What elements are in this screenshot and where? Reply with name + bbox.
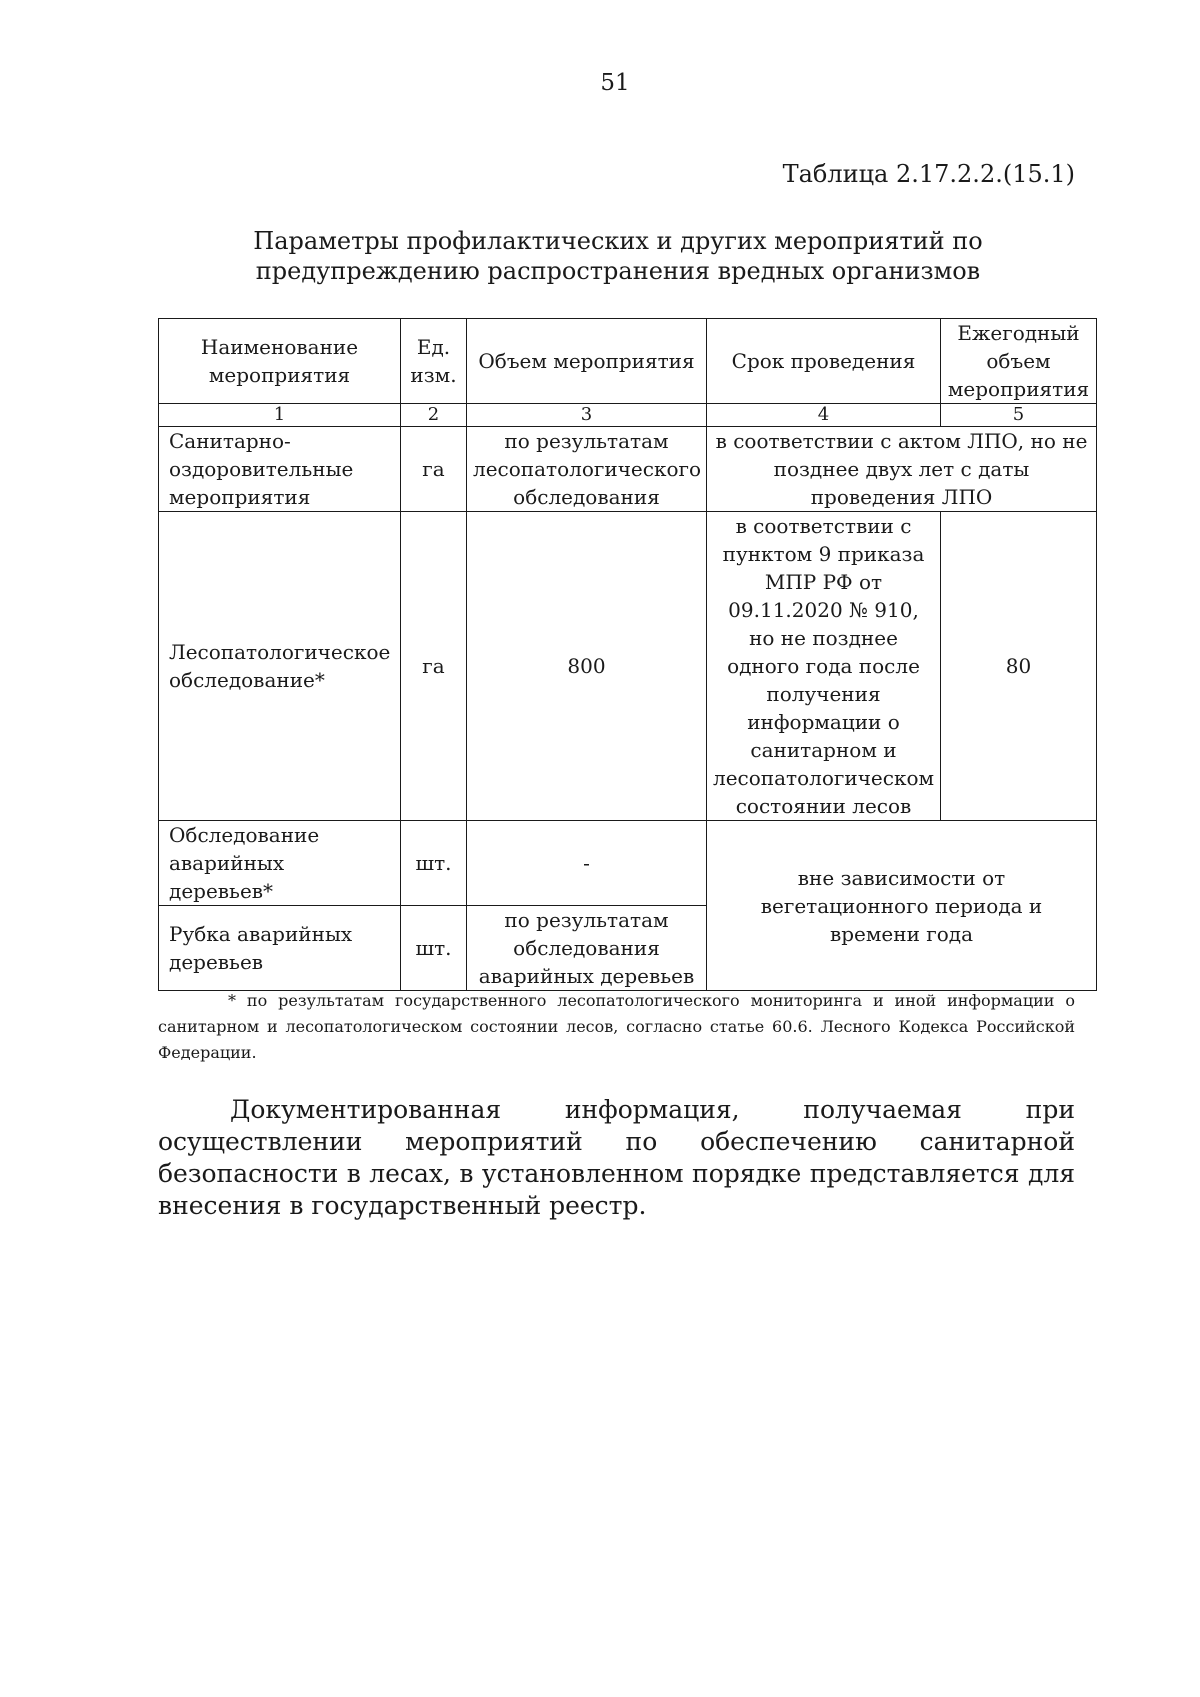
row-annual-cell: 80	[941, 512, 1097, 821]
column-number: 2	[401, 404, 467, 427]
row-name-cell: Санитарно-оздоровительные мероприятия	[159, 427, 401, 512]
table-footnote: * по результатам государственного лесопатологического мониторинга и иной информации о санитарном и лесопатологическом состоянии лесов, согласно статье 60.6. Лесного Кодекса Российской Федерации.	[158, 991, 1075, 1062]
table-header-row	[159, 319, 1097, 404]
table-row	[159, 821, 1097, 906]
row-volume-cell: по результатам лесопатологического обследования	[467, 427, 707, 512]
row-name-cell: Рубка аварийных деревьев	[159, 906, 401, 991]
header-cell-annual: Ежегодный объем мероприятия	[941, 319, 1097, 404]
row-unit-cell: шт.	[401, 906, 467, 991]
row-unit-cell: шт.	[401, 821, 467, 906]
merged-term-cell: вне зависимости от вегетационного периода и времени года	[707, 821, 1097, 991]
row-volume-cell: -	[467, 821, 707, 906]
row-volume-cell: по результатам обследования аварийных деревьев	[467, 906, 707, 991]
page-number: 51	[600, 70, 630, 96]
row-term-cell: в соответствии с актом ЛПО, но не позднее двух лет с даты проведения ЛПО	[707, 427, 1097, 512]
table-caption: Параметры профилактических и других мероприятий по предупреждению распространения вредных организмов	[253, 227, 983, 285]
column-number: 3	[467, 404, 707, 427]
row-name-cell: Обследование аварийных деревьев*	[159, 821, 401, 906]
row-volume-cell: 800	[467, 512, 707, 821]
header-cell-term: Срок проведения	[707, 319, 941, 404]
body-paragraph: Документированная информация, получаемая при осуществлении мероприятий по обеспечению санитарной безопасности в лесах, в установленном порядке представляется для внесения в государственный реестр.	[158, 1095, 1075, 1220]
column-number: 5	[941, 404, 1097, 427]
row-unit-cell: га	[401, 512, 467, 821]
column-number: 1	[159, 404, 401, 427]
row-term-cell: в соответствии с пунктом 9 приказа МПР РФ от 09.11.2020 № 910, но не позднее одного года после получения информации о санитарном и лесопатологическом состоянии лесов	[707, 512, 941, 821]
header-cell-name: Наименование мероприятия	[159, 319, 401, 404]
row-name-cell: Лесопатологическое обследование*	[159, 512, 401, 821]
header-cell-unit: Ед. изм.	[401, 319, 467, 404]
table-row	[159, 512, 1097, 821]
table-row	[159, 427, 1097, 512]
column-number: 4	[707, 404, 941, 427]
row-unit-cell: га	[401, 427, 467, 512]
table-label: Таблица 2.17.2.2.(15.1)	[782, 160, 1075, 188]
header-cell-volume: Объем мероприятия	[467, 319, 707, 404]
parameters-table	[158, 318, 1097, 991]
column-number-row	[159, 404, 1097, 427]
